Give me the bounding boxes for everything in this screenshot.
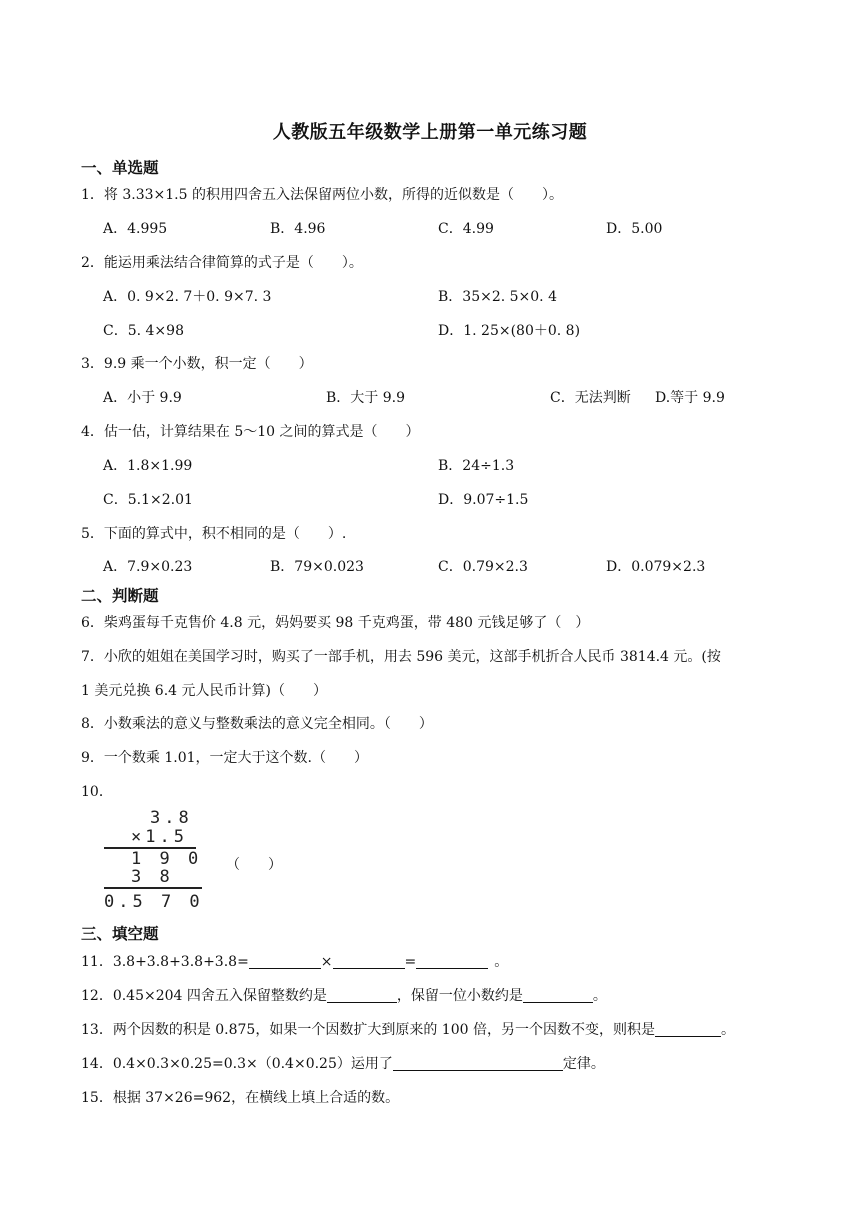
q11-blank-1[interactable] xyxy=(249,954,321,969)
q11-blank-3[interactable] xyxy=(416,954,488,969)
question-4: 4．估一估，计算结果在 5～10 之间的算式是（ ） xyxy=(81,424,420,440)
question-11 xyxy=(81,951,508,971)
q5-option-b: B．79×0.023 xyxy=(270,559,364,575)
q1-option-b: B．4.96 xyxy=(270,221,326,237)
calc-result: 0.5 7 0 xyxy=(104,892,204,912)
question-6: 6．柴鸡蛋每千克售价 4.8 元，妈妈要买 98 千克鸡蛋，带 480 元钱足够了（ ） xyxy=(81,615,590,631)
section-heading-single-choice: 一、单选题 xyxy=(81,159,159,177)
question-10-answer-parens: （ ） xyxy=(226,857,282,873)
q11-end: 。 xyxy=(494,954,509,970)
q11-equals-sign: = xyxy=(404,954,417,970)
calc-multiplier: ×1.5 xyxy=(131,827,188,847)
q2-option-b: B．35×2. 5×0. 4 xyxy=(438,289,557,305)
q11-text: 11．3.8+3.8+3.8+3.8= xyxy=(81,954,249,970)
q5-option-c: C．0.79×2.3 xyxy=(438,559,528,575)
q4-option-d: D．9.07÷1.5 xyxy=(438,492,529,508)
question-7-line-1: 7．小欣的姐姐在美国学习时，购买了一部手机，用去 596 美元，这部手机折合人民币 3814.4 元。(按 xyxy=(81,649,721,665)
q1-option-a: A．4.995 xyxy=(103,221,168,237)
question-13 xyxy=(81,1019,735,1039)
question-14 xyxy=(81,1053,605,1073)
q3-option-d: D.等于 9.9 xyxy=(655,390,725,406)
q2-option-d: D．1. 25×(80＋0. 8) xyxy=(438,323,581,339)
q12-blank-1[interactable] xyxy=(327,988,397,1003)
q4-option-c: C．5.1×2.01 xyxy=(103,492,193,508)
q14-end: 定律。 xyxy=(562,1056,605,1072)
q3-option-b: B．大于 9.9 xyxy=(326,390,406,406)
page-title: 人教版五年级数学上册第一单元练习题 xyxy=(272,122,588,143)
question-1: 1．将 3.33×1.5 的积用四舍五入法保留两位小数，所得的近似数是（ ）。 xyxy=(81,187,563,203)
q1-option-d: D．5.00 xyxy=(606,221,663,237)
q5-option-a: A．7.9×0.23 xyxy=(103,559,193,575)
q4-option-a: A．1.8×1.99 xyxy=(103,458,193,474)
calc-partial-product-1: 1 9 0 xyxy=(131,849,203,869)
calc-partial-product-2: 3 8 xyxy=(131,867,174,887)
q14-blank[interactable] xyxy=(393,1056,563,1071)
question-7-line-2: 1 美元兑换 6.4 元人民币计算)（ ） xyxy=(81,683,327,699)
q12-end: 。 xyxy=(592,988,607,1004)
question-10-number: 10． xyxy=(81,784,113,800)
q2-option-a: A．0. 9×2. 7＋0. 9×7. 3 xyxy=(103,289,272,305)
section-heading-fill-in: 三、填空题 xyxy=(81,925,159,943)
q13-text: 13．两个因数的积是 0.875，如果一个因数扩大到原来的 100 倍，另一个因数不变，则积是 xyxy=(81,1022,655,1038)
vertical-multiplication-figure xyxy=(100,808,210,914)
q13-end: 。 xyxy=(720,1022,735,1038)
question-12 xyxy=(81,985,607,1005)
question-3: 3．9.9 乘一个小数，积一定（ ） xyxy=(81,356,313,372)
q11-blank-2[interactable] xyxy=(333,954,405,969)
calc-multiplicand: 3.8 xyxy=(150,808,193,828)
q3-option-a: A．小于 9.9 xyxy=(103,390,182,406)
q3-option-c: C．无法判断 xyxy=(550,390,631,406)
calc-rule-line-2 xyxy=(104,887,202,889)
q13-blank[interactable] xyxy=(655,1022,721,1037)
q12-text-mid: ，保留一位小数约是 xyxy=(396,988,523,1004)
q2-option-c: C．5. 4×98 xyxy=(103,323,184,339)
question-5: 5．下面的算式中，积不相同的是（ ）. xyxy=(81,526,347,542)
question-15: 15．根据 37×26=962，在横线上填上合适的数。 xyxy=(81,1090,400,1106)
section-heading-true-false: 二、判断题 xyxy=(81,587,159,605)
question-8: 8．小数乘法的意义与整数乘法的意义完全相同。（ ） xyxy=(81,716,433,732)
q12-text: 12．0.45×204 四舍五入保留整数约是 xyxy=(81,988,327,1004)
q12-blank-2[interactable] xyxy=(523,988,593,1003)
q1-option-c: C．4.99 xyxy=(438,221,494,237)
q5-option-d: D．0.079×2.3 xyxy=(606,559,706,575)
q4-option-b: B．24÷1.3 xyxy=(438,458,515,474)
q14-text: 14．0.4×0.3×0.25=0.3×（0.4×0.25）运用了 xyxy=(81,1056,393,1072)
question-9: 9．一个数乘 1.01，一定大于这个数.（ ） xyxy=(81,750,368,766)
q11-times-sign: × xyxy=(320,954,333,970)
question-2: 2．能运用乘法结合律简算的式子是（ ）。 xyxy=(81,255,363,271)
